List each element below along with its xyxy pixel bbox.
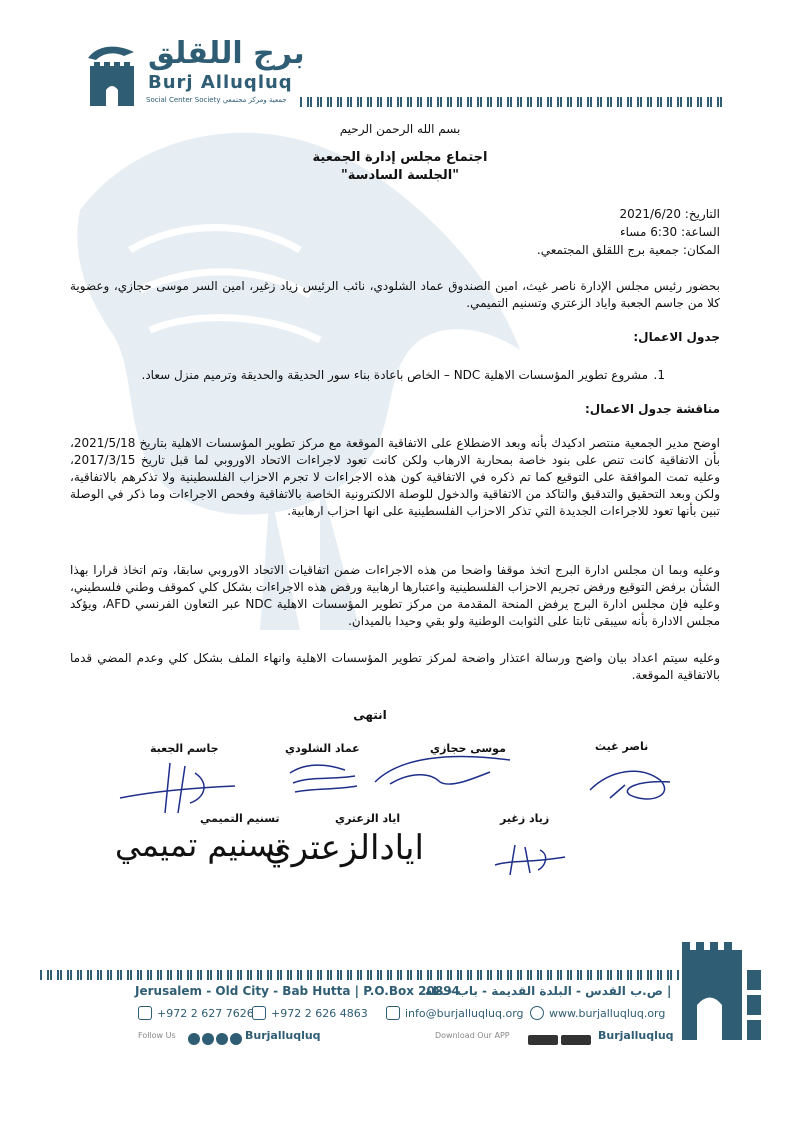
signatory-name: عماد الشلودي — [285, 742, 360, 755]
signatory-name: موسى حجازي — [430, 742, 506, 755]
store-badges[interactable] — [528, 1029, 594, 1048]
footer-crenel-divider — [40, 970, 680, 980]
agenda-item-number: 1. — [653, 368, 665, 382]
youtube-icon[interactable] — [216, 1033, 228, 1045]
footer-address-arabic: | ص.ب القدس - البلدة القديمة - باب حطة — [425, 984, 672, 998]
logo-tower-icon — [80, 40, 142, 106]
signatory-name: اياد الزعتري — [335, 812, 401, 825]
discussion-heading: مناقشة جدول الاعمال: — [585, 402, 720, 416]
signature-nasser — [580, 760, 690, 810]
brand-subtitle: Social Center Society جمعية ومركز مجتمعي — [146, 96, 287, 104]
signature-imad — [285, 758, 365, 798]
social-icons[interactable] — [188, 1028, 244, 1047]
footer-address-english: Jerusalem - Old City - Bab Hutta | P.O.Box 20894 — [135, 984, 460, 998]
footer-phone-1: +972 2 627 7626 — [138, 1006, 254, 1020]
signatory-name: جاسم الجعبة — [150, 742, 219, 755]
phone-icon — [138, 1006, 152, 1020]
signature-iyad: ايادالزعتري — [265, 828, 424, 868]
footer-city-wall-icon — [672, 930, 772, 1040]
discussion-paragraph-3: وعليه سيتم اعداد بيان واضح ورسالة اعتذار واضحة لمركز تطوير المؤسسات الاهلية وانهاء الملف بشكل كلي وعدم المضي قدما بالاتفاقية الموقعة. — [70, 651, 720, 682]
signatory-name: تسنيم التميمي — [200, 812, 280, 825]
signature-ziad — [490, 835, 575, 880]
download-app-label: Download Our APP — [435, 1031, 510, 1040]
footer-phone-2: +972 2 626 4863 — [252, 1006, 368, 1020]
facebook-icon[interactable] — [188, 1033, 200, 1045]
letter-title: اجتماع مجلس إدارة الجمعية — [312, 150, 488, 165]
twitter-icon[interactable] — [230, 1033, 242, 1045]
signatory-name: ناصر غيث — [595, 740, 649, 753]
brand-name-arabic: برج اللقلق — [148, 36, 305, 71]
google-play-badge[interactable] — [561, 1035, 591, 1045]
agenda-heading: جدول الاعمال: — [633, 330, 720, 344]
header-crenel-divider — [300, 97, 725, 107]
signature-jasem — [110, 758, 240, 816]
meeting-place: المكان: جمعية برج اللقلق المجتمعي. — [536, 243, 720, 257]
attendance-paragraph: بحضور رئيس مجلس الإدارة ناصر غيث، امين الصندوق عماد الشلودي، نائب الرئيس زياد زغير، امين السر موسى حجازي، وعضوية كلا من جاسم الجعبة واياد الزعتري وتسنيم التميمي. — [70, 279, 720, 310]
globe-icon — [530, 1006, 544, 1020]
fax-icon — [252, 1006, 266, 1020]
meeting-time: الساعة: 6:30 مساء — [619, 225, 720, 239]
follow-us-label: Follow Us — [138, 1031, 176, 1040]
app-store-badge[interactable] — [528, 1035, 558, 1045]
brand-name-english: Burj Alluqluq — [148, 72, 293, 93]
discussion-paragraph-2: وعليه وبما ان مجلس ادارة البرج اتخذ موقفا واضحا من هذه الاجراءات ضمن اتفاقيات الاتحاد الاوروبي سابقا، وتم اتخاذ قرارا بهذا الشأن برفض التوقيع ورفض تجريم الاحزاب الفلسطينية واعتبارها ارهابية ورفض هذه الاجراءات بشكل كلي كموقف وطني فلسطيني، وعليه فإن مجلس ادارة البرج يرفض المنحة المقدمة من مركز تطوير المؤسسات الاهلية NDC عبر التعاون الفرنسي AFD، ويؤكد مجلس الادارة بأنه سيبقى ثابتا على الثوابت الوطنية ولو بقي وحيدا بالميدان. — [70, 563, 720, 628]
letter-subtitle: "الجلسة السادسة" — [341, 168, 459, 183]
email-icon — [386, 1006, 400, 1020]
letter-end: انتهى — [353, 708, 387, 722]
basmala: بسم الله الرحمن الرحيم — [339, 122, 461, 136]
signature-tasnim: تسنيم تميمي — [115, 826, 286, 864]
discussion-paragraph-1: اوضح مدير الجمعية منتصر ادكيدك بأنه وبعد الاضطلاع على الاتفاقية الموقعة مع مركز تطوير المؤسسات الاهلية بتاريخ 2021/5/18، بأن الاتفاقية كانت تنص على بنود خاصة بمحاربة الارهاب ولكن كانت تعود لاجراءات الاتحاد الاوروبي لما قبل تاريخ 2017/3/15، وعليه تمت الموافقة على التوقيع كما تم ذكره في الاتفاقية كون هذه الاجراءات لا تجرم الاحزاب الفلسطينية ولا تذكرهم بالاتفاقية، ولكن وبعد التحقيق والتدقيق والتاكد من الاتفاقية والدخول للوصلة الالكترونية الخاصة بالاتفاقية وفحص الاجراءات وما ذكر في الوصلة تبين بأنها تعود للاجراءات الجديدة التي تذكر الاحزاب الفلسطينية على انها احزاب ارهابية. — [70, 436, 720, 518]
social-handle[interactable]: Burjalluqluq — [245, 1029, 321, 1042]
footer-website[interactable]: www.burjalluqluq.org — [530, 1006, 665, 1020]
instagram-icon[interactable] — [202, 1033, 214, 1045]
signature-musa — [370, 752, 520, 792]
signatory-name: زياد زغير — [500, 812, 550, 825]
agenda-item: مشروع تطوير المؤسسات الاهلية NDC – الخاص باعادة بناء سور الحديقة والحديقة وترميم منزل سعاد. — [141, 368, 648, 382]
meeting-date: التاريخ: 2021/6/20 — [619, 207, 720, 221]
app-name[interactable]: Burjalluqluq — [598, 1029, 674, 1042]
footer-email[interactable]: info@burjalluqluq.org — [386, 1006, 524, 1020]
